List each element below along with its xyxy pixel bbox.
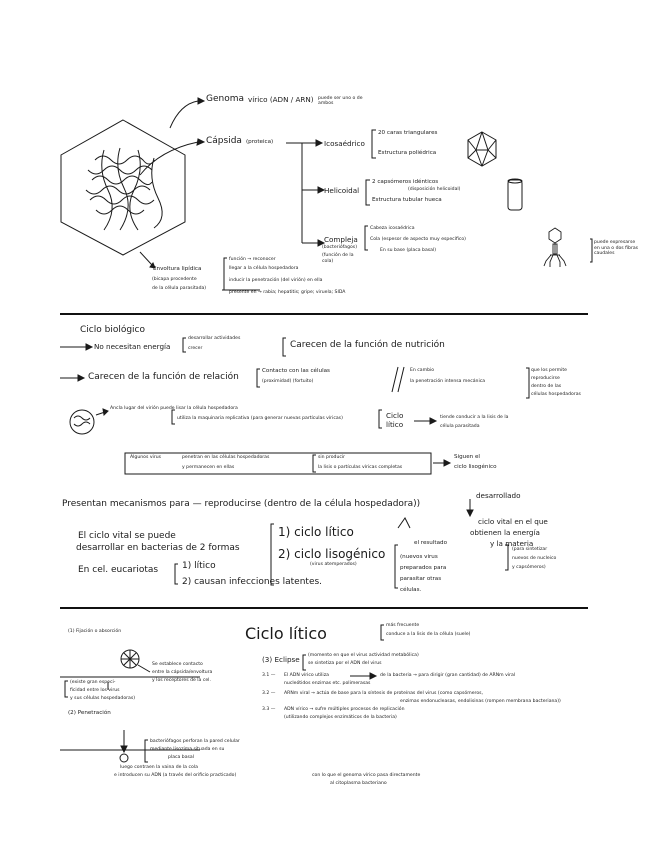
fijacion-note-3: y los receptores de la cel. [152, 678, 211, 683]
compleja-sub: (bacteriófagos) [322, 245, 357, 250]
envoltura-fn-3: inducir la penetración (del virión) en ella [229, 278, 323, 283]
fijacion-heading: (1) Fijación o absorción [68, 629, 122, 634]
genoma-note: puede ser uno o de ambos [318, 96, 363, 106]
envoltura-presente: presente en → rabia; hepatitis; gripe; viruela; SIDA [229, 290, 346, 295]
carecen-relacion-note-4: células hospedadoras [531, 392, 581, 397]
penetracion-note-4: luego contraen la vaina de la cola [120, 765, 198, 770]
desarrollado: desarrollado [476, 491, 521, 500]
ciclo-litico-title: Ciclo lítico [245, 624, 327, 643]
carecen-relacion-contacto-2: (proximidad) (fortuito) [262, 379, 314, 384]
penetracion-note-2: mediante lisozima situada en su [150, 747, 225, 752]
fijacion-left-1: (existe gran especi- [70, 680, 116, 685]
resultado-4: parasitar otras [400, 576, 442, 582]
section-divider-2 [60, 607, 588, 609]
fijacion-note-2: entre la cápsida/envoltura [152, 670, 213, 675]
penetracion-note-1: bacteriófagos perforan la pared celular [150, 739, 240, 744]
resultado-1: el resultado [414, 540, 447, 546]
capsida-label: Cápsida [206, 136, 242, 146]
fijacion-note-1: Se establece contacto [152, 662, 203, 667]
resultado-2: (nuevos virus [400, 554, 438, 560]
step-3-2-label: 3.2 — [262, 691, 276, 696]
option-ciclo-litico: 1) ciclo lítico [278, 525, 354, 539]
step-3-1: El ADN vírico utiliza [284, 673, 329, 678]
algunos-virus: Algunos virus [130, 455, 162, 460]
envoltura-sub-1: (bicapa procedente [152, 277, 197, 282]
carecen-nutricion: Carecen de la función de nutrición [290, 340, 445, 350]
eucariotas-opt-1: 1) lítico [182, 561, 216, 571]
ciclo-vital-note-2: nuevos de nucleico [512, 556, 557, 561]
fijacion-left-3: y sus células hospedadoras) [70, 696, 136, 701]
carecen-relacion-contacto-1: Contacto con las células [262, 368, 330, 374]
lisis-note-2: célula parasitada [440, 424, 480, 429]
envoltura-label: Envoltura lipídica [153, 266, 202, 272]
bacteriophage-icon [544, 228, 566, 267]
presentan-mecanismos: Presentan mecanismos para — reproducirse (dentro de la célula hospedadora)) [62, 499, 421, 509]
carecen-relacion-note-1: que los permite [531, 368, 567, 373]
capsida-detail: (proteica) [246, 139, 274, 145]
envoltura-sub-2: de la célula parasitada) [152, 286, 207, 291]
el-ciclo-1: El ciclo vital se puede [78, 531, 176, 541]
compleja-label: Compleja [324, 235, 358, 244]
option-ciclo-lisogenico-sub: (virus atemperados) [310, 562, 357, 567]
compleja-item-2: Cola (espesor de aspecto muy específico) [370, 237, 466, 242]
algunos-item-2: y permanecen en ellas [182, 465, 235, 470]
eclipse-note-2: se sintetiza por el ADN del virus [308, 661, 382, 666]
helicoidal-label: Helicoidal [324, 186, 360, 195]
ciclo-vital-1: ciclo vital en el que [478, 517, 548, 526]
en-eucariotas: En cel. eucariotas [78, 565, 159, 575]
siguen-2: ciclo lisogénico [454, 464, 497, 470]
compleja-fn-1: (función de la [322, 253, 354, 258]
no-necesitan-energia: No necesitan energía [94, 342, 171, 351]
ciclo-vital-note-3: y capsómeros) [512, 565, 546, 570]
step-3-3-b: (utilizando complejos enzimáticos de la bacteria) [284, 715, 397, 720]
option-ciclo-lisogenico: 2) ciclo lisogénico [278, 547, 386, 561]
ciclo-vital-2: obtienen la energía [470, 528, 540, 537]
ancla-line-1: Ancla lugar del virión puede lisar la célula hospedadora [110, 406, 238, 411]
section-divider-1 [60, 313, 588, 315]
helicoidal-item-2: Estructura tubular hueca [372, 197, 442, 203]
ciclo-vital-3: y la materia [490, 539, 534, 548]
ciclo-vital-note-1: (para sintetizar [512, 547, 548, 552]
icosaedrico-item-1: 20 caras triangulares [378, 130, 438, 136]
penetracion-note-6: con lo que el genoma vírico pasa directamente [312, 773, 421, 778]
siguen-1: Siguen el [454, 454, 480, 460]
helicoidal-item-1b: (disposición helicoidal) [408, 187, 461, 192]
step-3-3: ADN vírico → sufre múltiples procesos de replicación [284, 707, 405, 712]
penetracion-heading: (2) Penetración [68, 710, 111, 716]
no-necesitan-opt-2: crecer [188, 346, 203, 351]
lisis-note-1: tiende conducir a la lisis de la [440, 415, 509, 420]
connector-arrows [140, 95, 592, 290]
resultado-3: preparados para [400, 565, 447, 571]
envoltura-fn-2: llegar a la célula hospedadora [229, 266, 299, 271]
ancla-line-2: utiliza la maquinaria replicativa (para generar nuevas partículas víricas) [177, 416, 343, 421]
algunos-item-1: penetran en las células hospedadoras [182, 455, 270, 460]
compleja-fn-2: cola) [322, 259, 334, 264]
virus-hexagon-drawing [61, 120, 185, 255]
step-3-2: ARNm viral → actúa de base para la síntesis de proteínas del virus (como capsómeros, [284, 691, 483, 696]
resultado-5: células. [400, 587, 422, 593]
carecen-relacion-cambio-2: la penetración intensa mecánica [410, 379, 486, 384]
fijacion-left-2: ficidad entre los virus [70, 688, 120, 693]
carecen-relacion-note-2: reproducirse [531, 376, 560, 381]
icosaedrico-label: Icosaédrico [324, 139, 365, 148]
carecen-relacion-cambio-1: En cambio [410, 368, 435, 373]
step-3-1-sub: nucleótidos enzimas etc. polimerasas [284, 681, 371, 686]
step-3-1-label: 3.1 — [262, 673, 276, 678]
envoltura-fn-1: función → reconocer [229, 257, 276, 262]
ciclo-litico-inline: Ciclo lítico [386, 411, 404, 429]
carecen-relacion-note-3: dentro de las [531, 384, 562, 389]
step-3-1-rest: de la bacteria → para dirigir (gran cantidad) de ARNm viral [380, 673, 516, 678]
helical-tube-icon [508, 179, 522, 210]
compleja-item-1: Cabeza icosaédrica [370, 226, 415, 231]
penetracion-note-5: e introducen su ADN (a través del orificio practicado) [114, 773, 237, 778]
genoma-label: Genoma [206, 94, 245, 104]
icosaedrico-item-2: Estructura poliédrica [378, 150, 437, 156]
genoma-detail: vírico (ADN / ARN) [248, 95, 314, 104]
algunos-item-4: la lisis o partículas víricas completas [318, 465, 403, 470]
eclipse-heading: (3) Eclipse [262, 655, 300, 664]
icosahedron-icon [468, 132, 496, 166]
ciclo-biologico-heading: Ciclo biológico [80, 325, 145, 335]
no-necesitan-opt-1: desarrollar actividades [188, 336, 241, 341]
eclipse-note-1: (momento en que el virus actividad metabólica) [308, 653, 419, 658]
ciclo-litico-note-2: conduce a la lisis de la célula (suele) [386, 632, 471, 637]
step-3-3-label: 3.3 — [262, 707, 276, 712]
compleja-item-4: puede expresarse en una o dos fibras caudales [594, 240, 639, 257]
carecen-relacion: Carecen de la función de relación [88, 372, 239, 382]
helicoidal-item-1: 2 capsómeros idénticos [372, 179, 439, 185]
algunos-item-3: sin producir [318, 455, 346, 460]
penetracion-note-7: al citoplasma bacteriano [330, 781, 387, 786]
compleja-item-3: En su base (placa basal) [380, 248, 437, 253]
step-3-2-b: enzimas endonucleasas, endolisinas (rompen membrana bacteriana)) [400, 699, 561, 704]
ciclo-litico-note-1: más frecuente [386, 623, 420, 628]
penetracion-note-3: placa basal [168, 755, 195, 760]
eucariotas-opt-2: 2) causan infecciones latentes. [182, 577, 323, 587]
el-ciclo-2: desarrollar en bacterias de 2 formas [76, 543, 240, 553]
